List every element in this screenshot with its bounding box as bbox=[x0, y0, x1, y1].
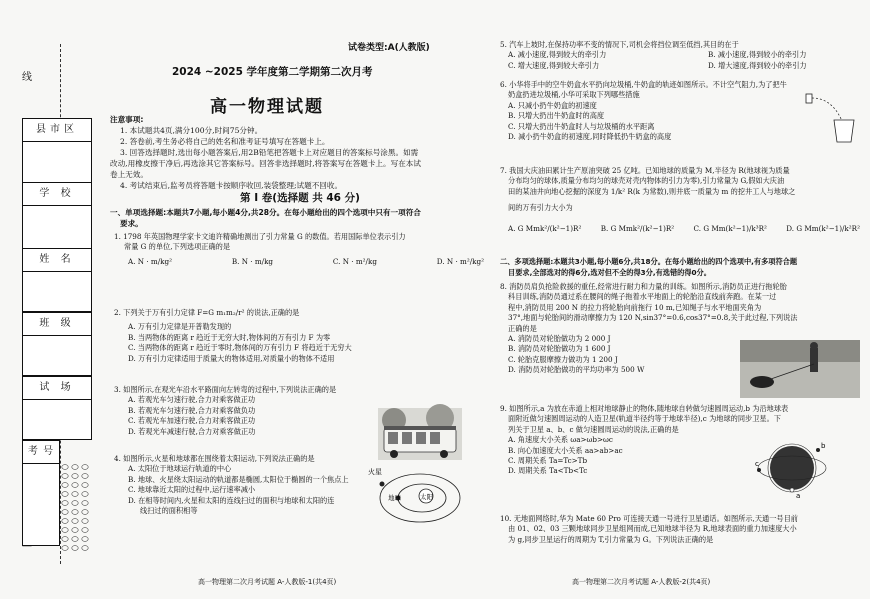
q-stem: 奶盒扔进垃圾桶,小华可采取下列哪些措施 bbox=[508, 90, 640, 100]
q-line: 面附近做匀速圆周运动的人造卫星(轨道半径约等于地球半径),c 为地球的同步卫星。下 bbox=[508, 414, 781, 424]
option[interactable]: B. 向心加速度大小关系 aa>ab>ac bbox=[508, 445, 623, 455]
note-line: 3. 回答选择题时,选出每小题答案后,用2B铅笔把答题卡上对应题目的答案标号涂黑。如需 bbox=[120, 148, 419, 157]
question-10 bbox=[500, 514, 864, 545]
note-line: 2. 答卷前,考生务必将自己的姓名和准考证号填写在答题卡上。 bbox=[120, 137, 330, 146]
q-line: 为 g,同步卫星运行的周期为 T,引力常量为 G。下列说法正确的是 bbox=[508, 534, 714, 544]
option[interactable]: A. 只减小扔牛奶盒的初速度 bbox=[508, 100, 597, 110]
box-label: 班 级 bbox=[23, 313, 91, 336]
q-stem: 1. 1798 年英国物理学家卡文迪许精确地测出了引力常量 G 的数值。若用国际单位表示引力 bbox=[114, 232, 406, 241]
q-line: 程中,消防员用 200 N 的拉力将轮胎向前拖行 10 m,已知绳子与水平地面夹角为 bbox=[508, 302, 762, 312]
note-line: 卷上无效。 bbox=[110, 170, 148, 179]
footer-right: 高一物理第二次月考试题 A-人教版-2(共4页) bbox=[572, 578, 711, 586]
box-label: 姓 名 bbox=[23, 249, 91, 272]
instr-line: 一、单项选择题:本题共7小题,每小题4分,共28分。在每小题给出的四个选项中只有一项符合 bbox=[110, 208, 421, 217]
option[interactable]: B. 减小速度,得到较小的牵引力 bbox=[708, 50, 807, 60]
option[interactable]: A. 角速度大小关系 ωa>ωb>ωc bbox=[508, 435, 613, 445]
option[interactable]: D. 在相等时间内,火星和太阳的连线扫过的面积与地球和太阳的连 bbox=[128, 495, 335, 505]
option[interactable]: D. 减小扔牛奶盒的初速度,同时降低扔牛奶盒的高度 bbox=[508, 132, 672, 142]
school-box[interactable] bbox=[22, 182, 92, 254]
option[interactable]: B. 当两物体的距离 r 趋近于无穷大时,物体间的万有引力 F 为零 bbox=[128, 332, 331, 342]
option[interactable]: A. 若观光车匀速行驶,合力对乘客做正功 bbox=[128, 395, 256, 405]
label-b: b bbox=[821, 442, 826, 450]
section2-instructions bbox=[500, 256, 864, 278]
instr-line: 目要求,全部选对的得6分,选对但不全的得3分,有选错的得0分。 bbox=[508, 268, 711, 277]
q-line: 间的万有引力大小为 bbox=[508, 203, 573, 213]
number-bubble bbox=[82, 546, 88, 551]
section1-instructions bbox=[110, 207, 490, 229]
q-line: 田的某油井向地心挖掘的深度为 1/k² R(k 为常数),则井底一质量为 m 的挖井工人与地球之 bbox=[508, 186, 796, 196]
number-bubble bbox=[82, 501, 88, 506]
exam-room-box[interactable] bbox=[22, 376, 92, 440]
number-bubble bbox=[72, 492, 78, 497]
option[interactable]: D. G Mm(k²−1)/k²R² bbox=[786, 223, 860, 233]
option[interactable]: B. N · m/kg bbox=[231, 256, 274, 266]
number-bubble bbox=[62, 546, 68, 551]
q-stem: 6. 小华将手中的空牛奶盒水平扔向垃圾桶,牛奶盒的轨迹如图所示。不计空气阻力,为了把牛 bbox=[500, 80, 787, 89]
section1-title: 第 Ⅰ 卷(选择题 共 46 分) bbox=[240, 192, 360, 204]
number-bubble bbox=[72, 546, 78, 551]
footer-left: 高一物理第二次月考试题 A-人教版-1(共4页) bbox=[198, 578, 337, 586]
exam-year: 2024 ~2025 学年度第二学期第二次月考 bbox=[172, 66, 373, 78]
label-c: c bbox=[755, 460, 759, 468]
number-bubble bbox=[82, 492, 88, 497]
number-bubble bbox=[72, 483, 78, 488]
question-7 bbox=[500, 166, 864, 234]
option[interactable]: D. 周期关系 Ta<Tb<Tc bbox=[508, 466, 588, 476]
notes bbox=[110, 114, 490, 191]
name-box[interactable] bbox=[22, 248, 92, 312]
question-2 bbox=[114, 308, 490, 364]
number-bubble bbox=[62, 537, 68, 542]
q-line: 7. 我国大庆油田累计生产原油突破 25 亿吨。已知地球的质量为 M,半径为 R(地球视为质量 bbox=[500, 166, 790, 175]
question-5 bbox=[500, 40, 864, 71]
option[interactable]: B. G Mmk²/(k²−1)R² bbox=[600, 223, 675, 233]
q-line: 10. 无地面网络时,华为 Mate 60 Pro 可连接天通一号进行卫星通话。如图所示,天通一号目前 bbox=[500, 514, 798, 523]
firefighter-tire-photo bbox=[740, 340, 860, 398]
class-box[interactable] bbox=[22, 312, 92, 376]
number-bubble bbox=[82, 537, 88, 542]
box-label: 学 校 bbox=[23, 183, 91, 206]
box-label: 试 场 bbox=[23, 377, 91, 400]
option[interactable]: B. 消防员对轮胎做功为 1 600 J bbox=[508, 344, 611, 354]
number-bubble bbox=[62, 474, 68, 479]
number-bubble bbox=[72, 465, 78, 470]
number-bubble bbox=[72, 537, 78, 542]
box-label: 考 号 bbox=[23, 441, 59, 464]
number-bubble bbox=[62, 465, 68, 470]
note-line: 4. 考试结束后,监考员将答题卡按顺序收回,装袋整理;试题不回收。 bbox=[120, 181, 343, 190]
option[interactable]: D. 若观光车减速行驶,合力对乘客做正功 bbox=[128, 426, 256, 436]
mars-label: 火星 bbox=[368, 468, 382, 476]
label-a: a bbox=[796, 492, 801, 500]
option[interactable]: C. 地球靠近太阳的过程中,运行速率减小 bbox=[128, 485, 256, 495]
option[interactable]: A. 减小速度,得到较大的牵引力 bbox=[508, 50, 607, 60]
option[interactable]: A. N · m/kg² bbox=[128, 256, 172, 266]
number-bubble bbox=[72, 510, 78, 515]
option[interactable]: D. 增大速度,得到较小的牵引力 bbox=[708, 60, 807, 70]
number-bubble bbox=[82, 474, 88, 479]
number-bubble bbox=[62, 510, 68, 515]
notes-heading: 注意事项: bbox=[110, 115, 144, 124]
option[interactable]: C. 若观光车加速行驶,合力对乘客做正功 bbox=[128, 416, 256, 426]
number-bubble bbox=[82, 528, 88, 533]
exam-number-box[interactable] bbox=[22, 440, 60, 546]
satellite-orbit-diagram bbox=[756, 432, 830, 502]
number-bubbles[interactable] bbox=[60, 462, 94, 562]
binding-word: 线 bbox=[22, 72, 32, 83]
number-bubble bbox=[62, 483, 68, 488]
option[interactable]: C. 周期关系 Ta=Tc>Tb bbox=[508, 456, 588, 466]
q-stem: 3. 如图所示,在观光车沿水平路面向左转弯的过程中,下列说法正确的是 bbox=[114, 385, 337, 394]
option[interactable]: D. 万有引力定律适用于质量大的物体适用,对质量小的物体不适用 bbox=[128, 353, 335, 363]
option[interactable]: A. 太阳位于地球运行轨道的中心 bbox=[128, 464, 232, 474]
option[interactable]: B. 若观光车匀速行驶,合力对乘客做负功 bbox=[128, 405, 256, 415]
number-bubble bbox=[72, 474, 78, 479]
q-stem: 5. 汽车上坡时,在保持功率不变的情况下,司机会将挡位调至低挡,其目的在于 bbox=[500, 40, 739, 49]
number-bubble bbox=[82, 483, 88, 488]
number-bubble bbox=[82, 519, 88, 524]
q-line: 分布均匀的球体,质量分布均匀的球壳对壳内物体的引力为零),引力常量为 G,假如大庆油 bbox=[508, 176, 785, 186]
number-bubble bbox=[62, 492, 68, 497]
sightseeing-car-photo bbox=[378, 408, 462, 460]
number-bubble bbox=[72, 501, 78, 506]
number-bubble bbox=[62, 501, 68, 506]
option-cont: 线扫过的面积相等 bbox=[140, 506, 198, 516]
option[interactable]: C. 当两物体的距离 r 趋近于零时,物体间的万有引力 F 将趋近于无穷大 bbox=[128, 343, 352, 353]
q-line: 列关于卫星 a、b、c 做匀速圆周运动的说法,正确的是 bbox=[508, 424, 679, 434]
option[interactable]: C. N · m²/kg bbox=[332, 256, 377, 266]
instr-line: 要求。 bbox=[120, 219, 143, 228]
number-bubble bbox=[82, 465, 88, 470]
option[interactable]: C. G Mm(k²−1)/k³R² bbox=[693, 223, 767, 233]
option[interactable]: C. 增大速度,得到较大牵引力 bbox=[508, 60, 600, 70]
instr-line: 二、多项选择题:本题共3小题,每小题6分,共18分。在每小题给出的四个选项中,有多项符合题 bbox=[500, 257, 798, 266]
option[interactable]: B. 只增大扔出牛奶盒时的高度 bbox=[508, 111, 605, 121]
option[interactable]: A. 万有引力定律是开普勒发现的 bbox=[128, 322, 232, 332]
sun-label: 太阳 bbox=[420, 493, 433, 501]
option[interactable]: B. 地球、火星绕太阳运动的轨道都是椭圆,太阳位于椭圆的一个焦点上 bbox=[128, 474, 349, 484]
note-line: 1. 本试题共4页,满分100分,时间75分钟。 bbox=[120, 126, 263, 135]
option[interactable]: D. 消防员对轮胎做功的平均功率为 500 W bbox=[508, 365, 645, 375]
q-line: 9. 如图所示,a 为放在赤道上相对地球静止的物体,随地球自转做匀速圆周运动,b 为沿地球表 bbox=[500, 404, 789, 413]
orbit-diagram bbox=[368, 466, 464, 526]
earth-label: 地球 bbox=[388, 494, 401, 502]
county-box[interactable] bbox=[22, 118, 92, 190]
option[interactable]: D. N · m²/kg² bbox=[436, 256, 484, 266]
q-line: 科目训练,消防员通过系在腰间的绳子拖着水平地面上的轮胎沿直线前奔跑。在某一过 bbox=[508, 292, 777, 302]
page-title: 高一物理试题 bbox=[210, 97, 324, 117]
note-line: 改动,用橡皮擦干净后,再选涂其它答案标号。回答非选择题时,将答案写在答题卡上。写在本试 bbox=[110, 159, 421, 168]
option[interactable]: C. 轮胎克服摩擦力做功为 1 200 J bbox=[508, 354, 618, 364]
exam-type: 试卷类型:A(人教版) bbox=[348, 43, 430, 53]
q-stem: 2. 下列关于万有引力定律 F=G m₁m₂/r² 的说法,正确的是 bbox=[114, 308, 300, 317]
option[interactable]: C. 只增大扔出牛奶盒时人与垃圾桶的水平距离 bbox=[508, 121, 655, 131]
option[interactable]: A. G Mmk²/(k²−1)R² bbox=[508, 223, 582, 233]
q-line: 正确的是 bbox=[508, 323, 537, 333]
number-bubble bbox=[62, 528, 68, 533]
question-1 bbox=[114, 232, 490, 267]
q-line: 由 01、02、03 三颗地球同步卫星组网而成,已知地球半径为 R,地球表面的重力加速度大小 bbox=[508, 524, 797, 534]
number-bubble bbox=[72, 519, 78, 524]
number-bubble bbox=[72, 528, 78, 533]
q-line: 8. 消防员肩负抢险救援的重任,经常进行耐力和力量的训练。如图所示,消防员正进行拖轮胎 bbox=[500, 282, 787, 291]
q-stem: 常量 G 的单位,下列选项正确的是 bbox=[124, 242, 231, 252]
box-label: 县市区 bbox=[23, 119, 91, 142]
milk-carton-diagram bbox=[804, 86, 862, 144]
number-bubble bbox=[62, 519, 68, 524]
number-bubble bbox=[82, 510, 88, 515]
q-line: 37°,地面与轮胎间的滑动摩擦力为 120 N,sin37°=0.6,cos37°=0.8,关于此过程,下列说法 bbox=[508, 313, 798, 323]
q-stem: 4. 如图所示,火星和地球都在围绕着太阳运动,下列说法正确的是 bbox=[114, 454, 315, 463]
option[interactable]: A. 消防员对轮胎做功为 2 000 J bbox=[508, 334, 611, 344]
